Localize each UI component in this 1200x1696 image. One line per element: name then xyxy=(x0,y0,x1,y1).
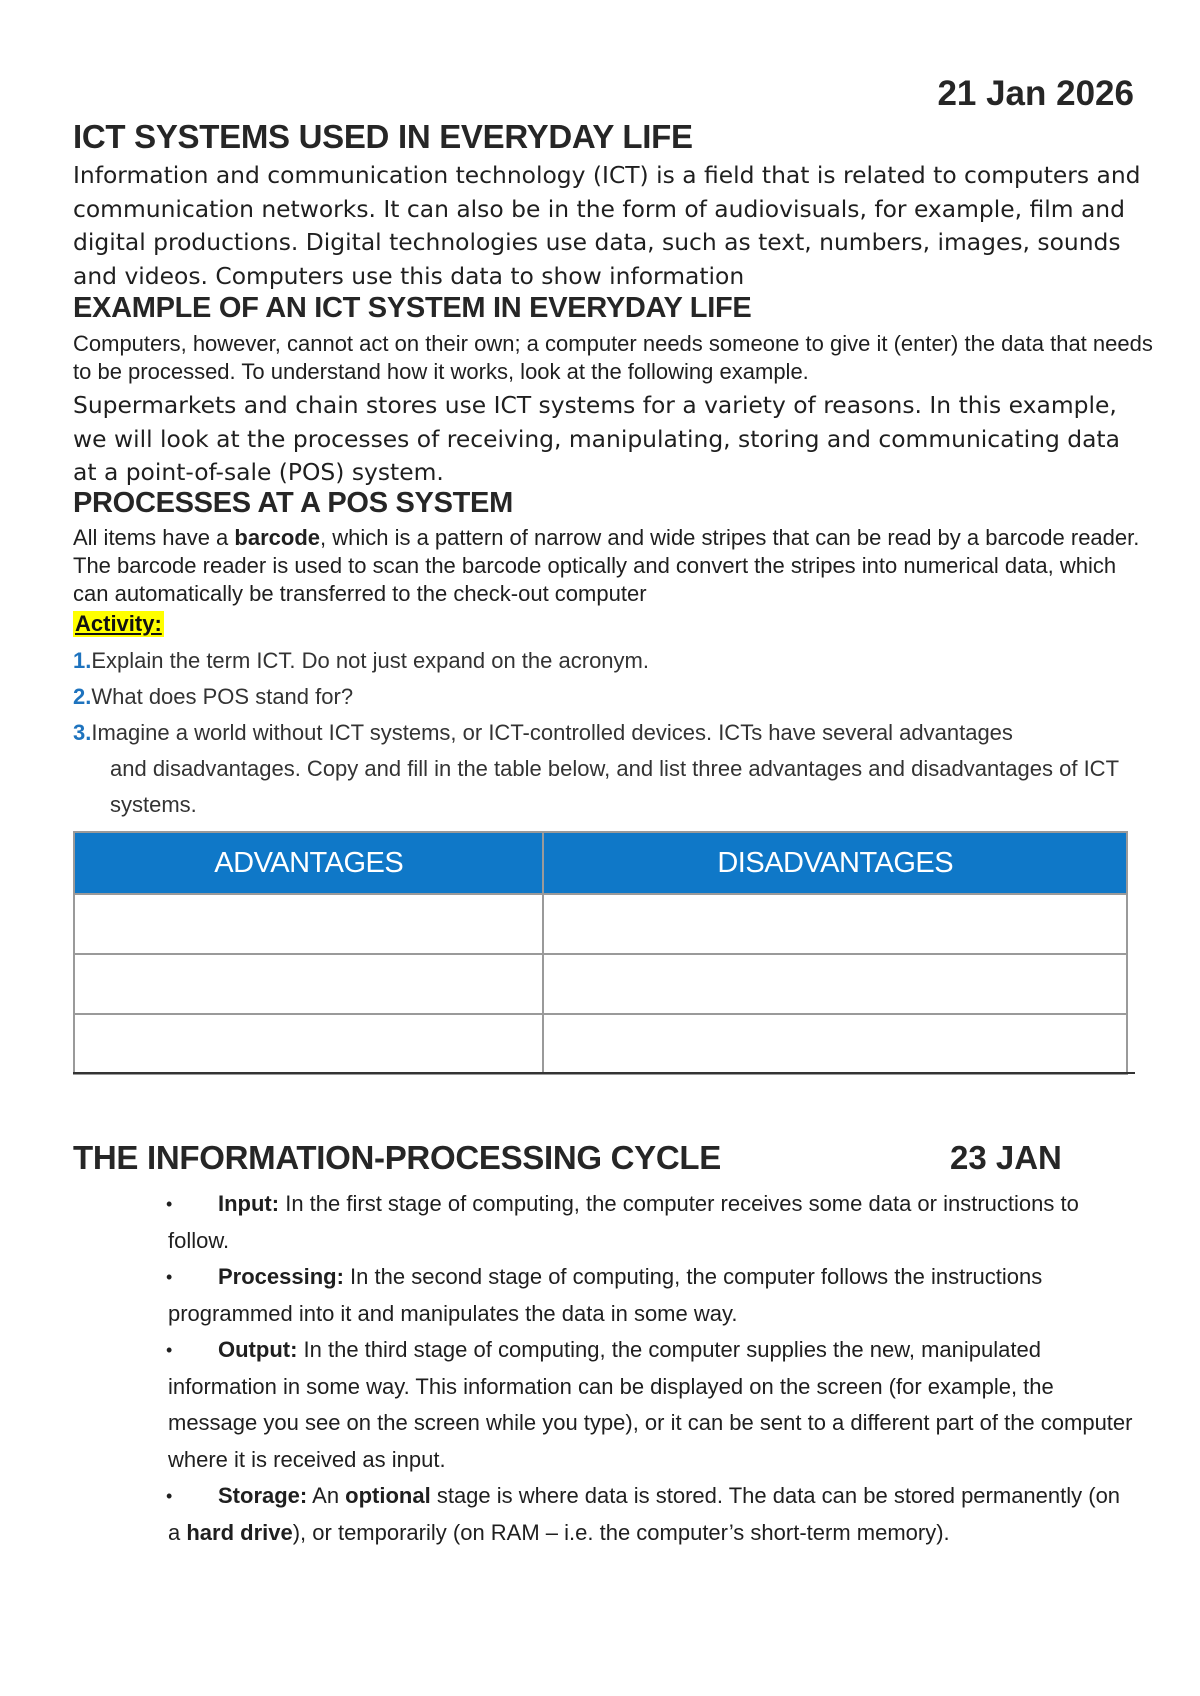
bullet-term: Output: xyxy=(218,1337,298,1362)
table-row xyxy=(74,1014,1127,1074)
question-number: 1. xyxy=(73,648,92,673)
table-cell xyxy=(543,954,1127,1014)
pos-text-bold: barcode xyxy=(234,525,320,550)
question-2 xyxy=(73,679,353,715)
table-row xyxy=(74,894,1127,954)
pos-heading: PROCESSES AT A POS SYSTEM xyxy=(73,487,513,519)
question-number: 2. xyxy=(73,684,92,709)
bullet-text: In the third stage of computing, the computer supplies the new, manipulated information in some way. This information can be displayed on the screen (for example, the message you see on the screen while you type), or it can be sent to a different part of the computer where it is received as input. xyxy=(168,1337,1133,1472)
horizontal-divider xyxy=(73,1072,1135,1074)
bullet-term: Input: xyxy=(218,1191,280,1216)
example-heading: EXAMPLE OF AN ICT SYSTEM IN EVERYDAY LIFE xyxy=(73,292,752,324)
page-title: ICT SYSTEMS USED IN EVERYDAY LIFE xyxy=(73,118,693,155)
pos-paragraph xyxy=(73,524,1153,608)
bullet-icon: • xyxy=(166,1486,173,1506)
table-cell xyxy=(74,894,543,954)
bullet-text: In the second stage of computing, the computer follows the instructions programmed into it and manipulates the data in some way. xyxy=(168,1264,1043,1326)
cycle-bullet-list xyxy=(168,1186,1138,1551)
bullet-text: An xyxy=(307,1483,346,1508)
bullet-icon: • xyxy=(166,1194,173,1214)
advantages-table xyxy=(73,831,1128,1075)
question-text: Imagine a world without ICT systems, or ICT-controlled devices. ICTs have several advantages xyxy=(91,720,1013,745)
list-item-processing xyxy=(168,1259,1138,1332)
cycle-heading: THE INFORMATION-PROCESSING CYCLE xyxy=(73,1139,721,1176)
question-text: What does POS stand for? xyxy=(91,684,354,709)
list-item-input xyxy=(168,1186,1138,1259)
table-cell xyxy=(543,894,1127,954)
bullet-text: In the first stage of computing, the computer receives some data or instructions to follow. xyxy=(168,1191,1079,1253)
cycle-date: 23 JAN xyxy=(950,1139,1062,1176)
example-paragraph-2: Supermarkets and chain stores use ICT systems for a variety of reasons. In this example, we will look at the processes of receiving, manipulating, storing and communicating data at a point-of-sale (POS) system. xyxy=(73,391,1120,486)
bullet-text: stage is where data is stored. The data can be stored permanently (on a xyxy=(168,1483,1121,1545)
bullet-term: Storage: xyxy=(218,1483,308,1508)
question-text-continued: and disadvantages. Copy and fill in the table below, and list three advantages and disadvantages of ICT systems. xyxy=(110,756,1119,817)
date-heading: 21 Jan 2026 xyxy=(937,74,1134,113)
table-cell xyxy=(74,954,543,1014)
bullet-bold: hard drive xyxy=(186,1519,293,1545)
table-row xyxy=(74,954,1127,1014)
list-item-storage xyxy=(168,1478,1138,1551)
bullet-term: Processing: xyxy=(218,1264,344,1289)
table-header-advantages: ADVANTAGES xyxy=(74,832,543,894)
example-paragraph-1: Computers, however, cannot act on their own; a computer needs someone to give it (enter) the data that needs to be processed. To understand how it works, look at the following example. xyxy=(73,331,1153,384)
bullet-icon: • xyxy=(166,1340,173,1360)
table-cell xyxy=(543,1014,1127,1074)
intro-paragraph: Information and communication technology (ICT) is a field that is related to computers and communication networks. It can also be in the form of audiovisuals, for example, film and digital productions. Digital technologies use data, such as text, numbers, images, sounds and videos. Computers use this data to show information xyxy=(73,161,1141,290)
question-1 xyxy=(73,643,649,679)
bullet-text: ), or temporarily (on RAM – i.e. the computer’s short-term memory). xyxy=(292,1519,950,1545)
question-text: Explain the term ICT. Do not just expand on the acronym. xyxy=(91,648,649,673)
pos-text-before: All items have a xyxy=(73,525,235,550)
table-header-disadvantages: DISADVANTAGES xyxy=(543,832,1127,894)
table-cell xyxy=(74,1014,543,1074)
list-item-output xyxy=(168,1332,1138,1478)
question-number: 3. xyxy=(73,720,92,745)
bullet-icon: • xyxy=(166,1267,173,1287)
bullet-bold: optional xyxy=(345,1483,431,1508)
pos-text-after: , which is a pattern of narrow and wide stripes that can be read by a barcode reader. The barcode reader is used to scan the barcode optically and convert the stripes into numerical data, which can automatically be transferred to the check-out computer xyxy=(73,525,1140,606)
activity-label: Activity: xyxy=(75,611,162,636)
question-3 xyxy=(73,715,1153,823)
